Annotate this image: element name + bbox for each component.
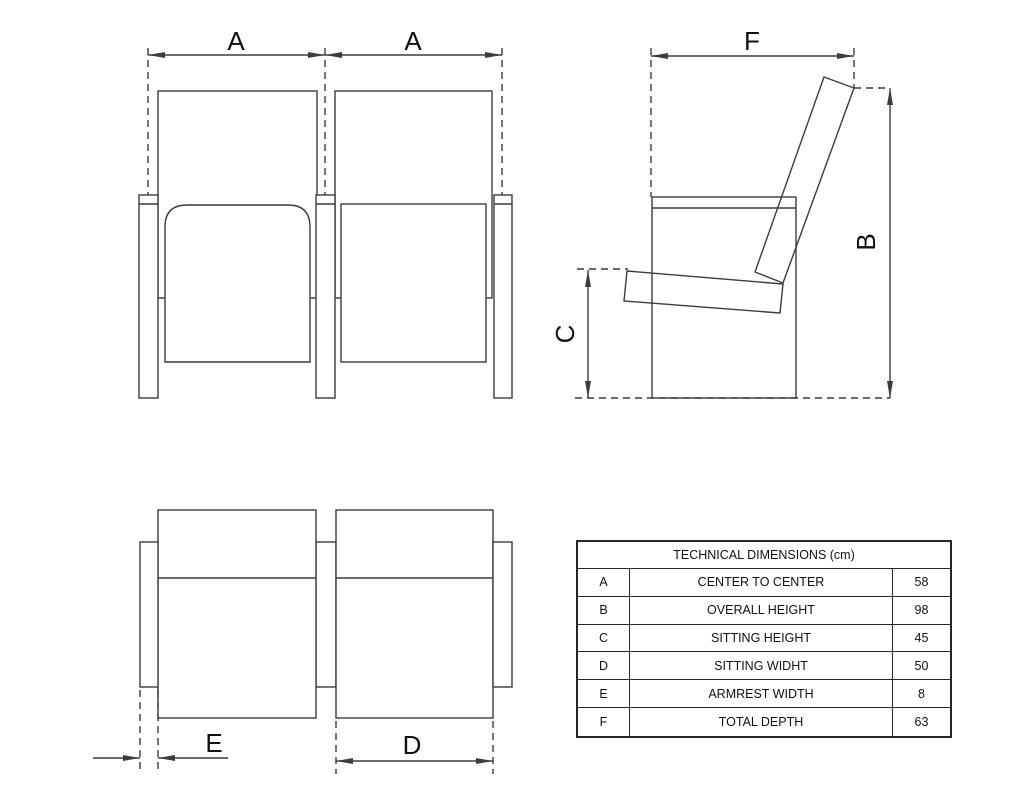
table-title: TECHNICAL DIMENSIONS (cm) [578, 542, 950, 569]
dim-letter: E [578, 680, 630, 707]
table-row [578, 625, 950, 653]
side-panel [652, 197, 796, 398]
table-row [578, 597, 950, 625]
dim-letter: D [578, 652, 630, 679]
front-armrest-right [494, 195, 512, 398]
arrowhead [325, 52, 342, 58]
dim-value: 58 [892, 569, 950, 596]
dim-value: 63 [892, 708, 950, 736]
arrowhead [585, 381, 591, 398]
arrowhead [651, 53, 668, 59]
plan-armrest-left [140, 542, 158, 687]
dimension-label-a-left: A [227, 26, 245, 56]
arrowhead [476, 758, 493, 764]
dim-letter: C [578, 625, 630, 652]
table-row [578, 652, 950, 680]
front-seat-right [341, 204, 486, 362]
plan-armrest-right [493, 542, 512, 687]
plan-seat-right [336, 510, 493, 718]
dim-letter: A [578, 569, 630, 596]
dimension-label-d: D [402, 730, 422, 760]
plan-armrest-middle [316, 542, 336, 687]
technical-dimensions-table [576, 540, 952, 738]
dimension-label-b: B [851, 233, 881, 251]
front-view [139, 26, 512, 398]
table-row [578, 569, 950, 597]
dim-description: SITTING WIDHT [714, 658, 808, 673]
dim-description: SITTING HEIGHT [711, 630, 811, 645]
dim-description: OVERALL HEIGHT [707, 603, 815, 618]
dim-description: ARMREST WIDTH [708, 686, 814, 701]
dimension-label-c: C [550, 324, 580, 344]
dim-value: 45 [892, 625, 950, 652]
dim-value: 98 [892, 597, 950, 624]
front-seat-left-folded [165, 205, 310, 362]
arrowhead [158, 755, 175, 761]
dim-value: 8 [892, 680, 950, 707]
arrowhead [585, 270, 591, 287]
dim-letter: F [578, 708, 630, 736]
dim-letter: B [578, 597, 630, 624]
dimension-label-e: E [205, 728, 223, 758]
dimension-label-f: F [744, 26, 760, 56]
arrowhead [148, 52, 165, 58]
dim-description: CENTER TO CENTER [697, 575, 825, 590]
plan-seat-left [158, 510, 316, 718]
arrowhead [485, 52, 502, 58]
arrowhead [887, 381, 893, 398]
side-view [550, 26, 893, 398]
arrowhead [336, 758, 353, 764]
arrowhead [308, 52, 325, 58]
front-armrest-left [139, 195, 158, 398]
arrowhead [837, 53, 854, 59]
dimension-label-a-right: A [404, 26, 422, 56]
arrowhead [123, 755, 140, 761]
arrowhead [887, 88, 893, 105]
dim-description: TOTAL DEPTH [718, 714, 804, 729]
side-backrest [755, 77, 854, 283]
table-row [578, 680, 950, 708]
plan-view [93, 510, 512, 774]
dim-value: 50 [892, 652, 950, 679]
table-row [578, 708, 950, 736]
front-armrest-middle [316, 195, 335, 398]
side-seat [624, 271, 783, 313]
